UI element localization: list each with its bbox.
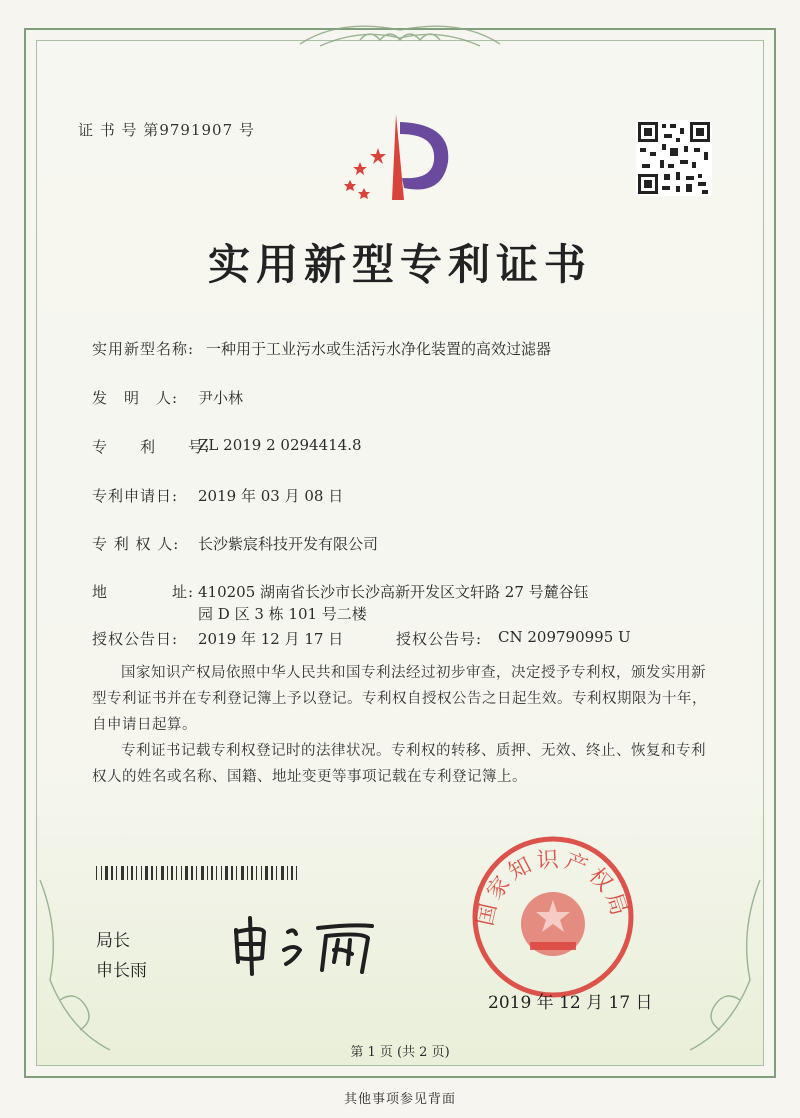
inventor-label: 发 明 人:	[92, 389, 179, 407]
certificate-number	[78, 119, 255, 140]
address-line-1: 410205 湖南省长沙市长沙高新开发区文轩路 27 号麓谷钰	[198, 583, 589, 601]
inventor-value: 尹小林	[198, 389, 244, 407]
application-date-label: 专利申请日:	[92, 487, 179, 505]
patent-number-value: ZL 2019 2 0294414.8	[198, 436, 362, 454]
grant-number-label: 授权公告号:	[396, 630, 483, 648]
address-label: 地 址:	[92, 583, 195, 601]
page-number: 第 1 页 (共 2 页)	[350, 1045, 450, 1060]
utility-model-name-value: 一种用于工业污水或生活污水净化装置的高效过滤器	[206, 340, 552, 358]
statement-paragraph-1: 国家知识产权局依照中华人民共和国专利法经过初步审查，决定授予专利权，颁发实用新型专利证书并在专利登记簿上予以登记。专利权自授权公告之日起生效。专利权期限为十年，自申请日起算。	[92, 665, 707, 733]
patentee-value: 长沙紫宸科技开发有限公司	[198, 535, 379, 553]
grant-number-value: CN 209790995 U	[498, 628, 631, 646]
cert-number-label: 证 书 号 第	[78, 121, 160, 139]
cert-number-suffix: 号	[238, 121, 255, 139]
utility-model-name-label: 实用新型名称:	[92, 340, 195, 358]
application-date-value: 2019 年 03 月 08 日	[198, 487, 344, 505]
cnipa-logo-icon	[334, 108, 454, 208]
official-seal-icon	[468, 832, 638, 1002]
director-title: 局长	[96, 931, 130, 951]
handwritten-signature-icon	[222, 910, 402, 980]
back-note: 其他事项参见背面	[343, 1092, 456, 1107]
grant-date-value: 2019 年 12 月 17 日	[198, 630, 344, 648]
patentee-label: 专 利 权 人:	[92, 535, 180, 553]
qr-code-icon	[636, 120, 712, 196]
statement-paragraph-2: 专利证书记载专利权登记时的法律状况。专利权的转移、质押、无效、终止、恢复和专利权人的姓名或名称、国籍、地址变更等事项记载在专利登记簿上。	[92, 743, 706, 785]
director-name: 申长雨	[96, 961, 147, 981]
seal-text: 国家知识产权局	[473, 847, 633, 929]
barcode-icon	[96, 866, 302, 880]
certificate-title: 实用新型专利证书	[207, 240, 592, 289]
issue-date: 2019 年 12 月 17 日	[488, 993, 653, 1013]
patent-number-label: 专 利 号:	[92, 438, 211, 456]
address-line-2: 园 D 区 3 栋 101 号二楼	[198, 605, 367, 623]
grant-date-label: 授权公告日:	[92, 630, 179, 648]
cert-number-value: 9791907	[159, 121, 234, 139]
